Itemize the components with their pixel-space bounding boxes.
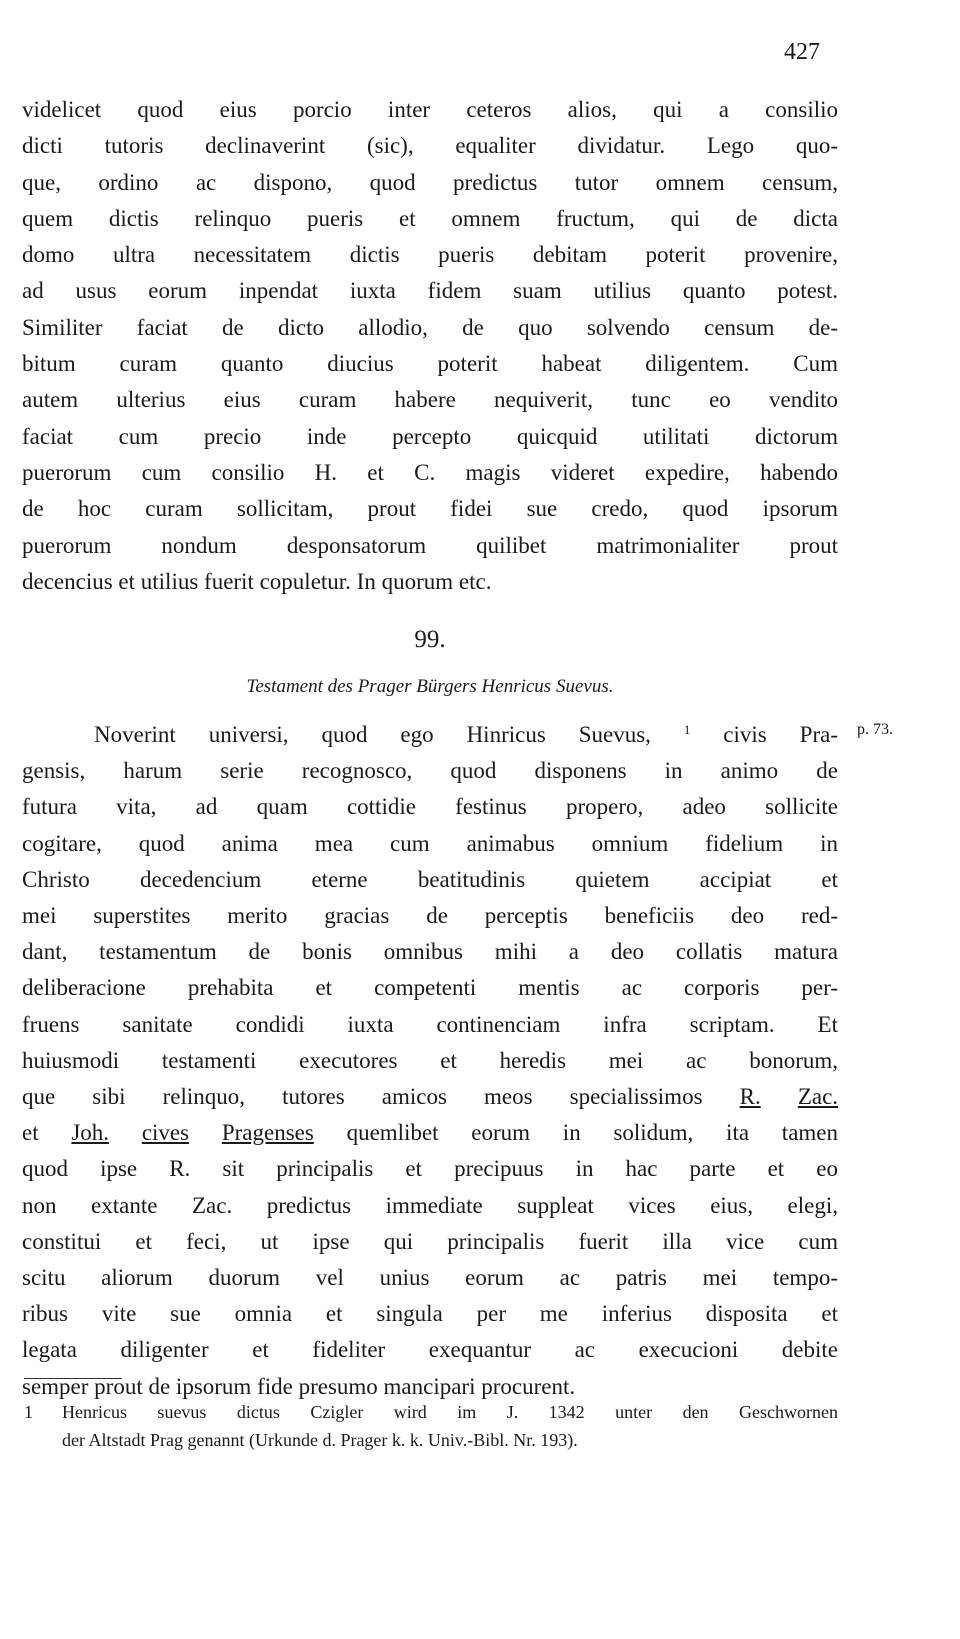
text-line: cogitare, quod anima mea cum animabus omnium fidelium in — [22, 830, 838, 856]
text-line: ribus vite sue omnia et singula per me inferius disposita et — [22, 1301, 838, 1327]
text-line: videlicet quod eius porcio inter ceteros alios, qui a consilio — [22, 97, 838, 122]
line-text: que sibi relinquo, tutores amicos meos specialissimos — [22, 1084, 703, 1110]
text-line: autem ulterius eius curam habere nequiverit, tunc eo vendito — [22, 387, 838, 413]
footnote-divider — [24, 1378, 122, 1379]
text-line: fruens sanitate condidi iuxta continenciam infra scriptam. Et — [22, 1011, 838, 1037]
text-line: que, ordino ac dispono, quod predictus tutor omnem censum, — [22, 169, 838, 195]
text-line: puerorum nondum desponsatorum quilibet matrimonialiter prout — [22, 532, 838, 558]
document-number: 99. — [414, 626, 446, 653]
text-line: dicti tutoris declinaverint (sic), equaliter dividatur. Lego quo- — [22, 133, 838, 159]
footnote-line — [24, 1398, 838, 1426]
text-line: non extante Zac. predictus immediate suppleat vices eius, elegi, — [22, 1192, 838, 1218]
text-line: deliberacione prehabita et competenti mentis ac corporis per- — [22, 975, 838, 1001]
margin-page-reference: p. 73. — [857, 721, 893, 738]
text-line: mei superstites merito gracias de perceptis beneficiis deo red- — [22, 903, 838, 929]
text-line: futura vita, ad quam cottidie festinus propero, adeo sollicite — [22, 794, 838, 820]
text-line — [22, 1115, 838, 1151]
text-line: dant, testamentum de bonis omnibus mihi a deo collatis matura — [22, 939, 838, 965]
paragraph-testament — [22, 712, 838, 1405]
text-line — [22, 1079, 838, 1115]
page-number: 427 — [784, 39, 820, 65]
paragraph-continued — [22, 92, 838, 600]
underlined-name: Pragenses — [221, 1120, 314, 1146]
text-line: Similiter faciat de dicto allodio, de quo solvendo censum de- — [22, 314, 838, 340]
text-line: decencius et utilius fuerit copuletur. In quorum etc. — [22, 568, 492, 594]
text-line: de hoc curam sollicitam, prout fidei sue credo, quod ipsorum — [22, 496, 838, 522]
text-line: quem dictis relinquo pueris et omnem fructum, qui de dicta — [22, 205, 838, 231]
line-text: et — [22, 1120, 39, 1146]
text-line: constitui et feci, ut ipse qui principalis fuerit illa vice cum — [22, 1228, 838, 1254]
document-heading: Testament des Prager Bürgers Henricus Suevus. — [246, 676, 614, 697]
text-line: legata diligenter et fideliter exequantur ac execucioni debite — [22, 1337, 838, 1363]
line-text: quemlibet eorum in solidum, ita tamen — [346, 1120, 838, 1146]
text-line: semper prout de ipsorum fide presumo mancipari procurent. — [22, 1373, 576, 1399]
text-line: domo ultra necessitatem dictis pueris debitam poterit provenire, — [22, 242, 838, 268]
footnote — [24, 1398, 838, 1454]
text-line: scitu aliorum duorum vel unius eorum ac patris mei tempo- — [22, 1265, 838, 1291]
underlined-name: R. — [739, 1084, 761, 1110]
text-line: quod ipse R. sit principalis et precipuus in hac parte et eo — [22, 1156, 838, 1182]
text-line: bitum curam quanto diucius poterit habeat diligentem. Cum — [22, 351, 838, 377]
text-line: Christo decedencium eterne beatitudinis quietem accipiat et — [22, 866, 838, 892]
text-line: puerorum cum consilio H. et C. magis videret expedire, habendo — [22, 459, 838, 485]
footnote-reference: 1 — [683, 722, 691, 737]
text-line: faciat cum precio inde percepto quicquid utilitati dictorum — [22, 423, 838, 449]
footnote-line: der Altstadt Prag genannt (Urkunde d. Prager k. k. Univ.-Bibl. Nr. 193). — [62, 1430, 578, 1450]
footnote-text: Henricus suevus dictus Czigler wird im J. 1342 unter den Geschwornen — [62, 1402, 838, 1422]
text-line: gensis, harum serie recognosco, quod disponens in animo de — [22, 758, 838, 784]
line-text: civis Pra- — [723, 722, 838, 747]
underlined-name: Joh. — [71, 1120, 110, 1146]
line-text: Noverint universi, quod ego Hinricus Suevus, — [94, 722, 651, 747]
text-line: huiusmodi testamenti executores et heredis mei ac bonorum, — [22, 1047, 838, 1073]
text-line-first — [22, 712, 838, 753]
underlined-name: cives — [141, 1120, 190, 1146]
text-line: ad usus eorum inpendat iuxta fidem suam utilius quanto potest. — [22, 278, 838, 304]
footnote-mark: 1 — [24, 1402, 33, 1422]
underlined-name: Zac. — [797, 1084, 839, 1110]
